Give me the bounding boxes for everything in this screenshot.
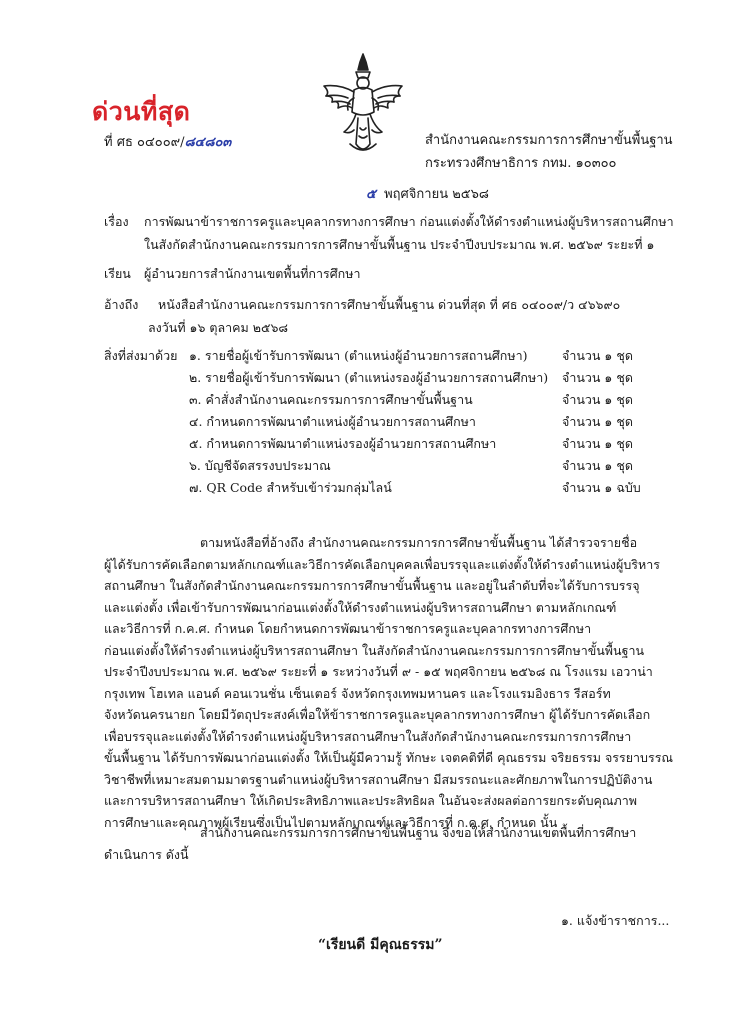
- ref-prefix: ที่ ศธ ๐๔๐๐๙/: [104, 135, 185, 150]
- attachment-qty-2: จำนวน ๑ ชุด: [562, 370, 633, 385]
- attachments-label: สิ่งที่ส่งมาด้วย: [104, 348, 178, 363]
- reference-line-1: หนังสือสำนักงานคณะกรรมการการศึกษาขั้นพื้นฐาน ด่วนที่สุด ที่ ศธ ๐๔๐๐๙/ว ๔๖๖๙๐: [158, 297, 621, 312]
- document-date: [366, 183, 489, 204]
- attachment-item-7: ๗. QR Code สำหรับเข้าร่วมกลุ่มไลน์: [189, 480, 392, 495]
- attachment-qty-5: จำนวน ๑ ชุด: [562, 436, 633, 451]
- ref-number-handwritten: ๘๔๘๐๓: [184, 135, 232, 150]
- attachment-item-2: ๒. รายชื่อผู้เข้ารับการพัฒนา (ตำแหน่งรองผู้อำนวยการสถานศึกษา): [189, 370, 549, 385]
- paragraph-line: และการบริหารสถานศึกษา ให้เกิดประสิทธิภาพและประสิทธิผล ในอันจะส่งผลต่อการยกระดับคุณภาพ: [104, 793, 637, 808]
- attachment-qty-4: จำนวน ๑ ชุด: [562, 414, 633, 429]
- paragraph-line: ขั้นพื้นฐาน ได้รับการพัฒนาก่อนแต่งตั้ง ให้เป็นผู้มีความรู้ ทักษะ เจตคติที่ดี คุณธรรม จริยธรรม จรรยาบรรณ: [104, 750, 674, 765]
- paragraph-line: สำนักงานคณะกรรมการการศึกษาขั้นพื้นฐาน จึงขอให้สำนักงานเขตพื้นที่การศึกษา: [200, 825, 637, 840]
- ministry-motto: “เรียนดี มีคุณธรรม”: [318, 937, 443, 953]
- reference-label: อ้างถึง: [104, 297, 139, 312]
- paragraph-line: ก่อนแต่งตั้งให้ดำรงตำแหน่งผู้บริหารสถานศึกษา ในสังกัดสำนักงานคณะกรรมการการศึกษาขั้นพื้นฐาน: [104, 642, 645, 658]
- paragraph-line: กรุงเทพ โฮเทล แอนด์ คอนเวนชั่น เซ็นเตอร์ จังหวัดกรุงเทพมหานคร และโรงแรมอิงธาร รีสอร์ท: [104, 685, 611, 701]
- subject-label: เรื่อง: [104, 214, 129, 229]
- attachment-qty-7: จำนวน ๑ ฉบับ: [562, 480, 641, 495]
- paragraph-line: ผู้ได้รับการคัดเลือกตามหลักเกณฑ์และวิธีการคัดเลือกบุคคลเพื่อบรรจุและแต่งตั้งให้ดำรงตำแหน่งผู้บริหาร: [104, 556, 660, 572]
- date-day-handwritten: ๕: [366, 187, 376, 202]
- paragraph-line: เพื่อบรรจุและแต่งตั้งให้ดำรงตำแหน่งผู้บริหารสถานศึกษาในสังกัดสำนักงานคณะกรรมการการศึกษา: [104, 728, 632, 744]
- attachment-qty-1: จำนวน ๑ ชุด: [562, 348, 633, 363]
- attachment-item-6: ๖. บัญชีจัดสรรงบประมาณ: [189, 458, 331, 473]
- body-paragraph-2: [104, 822, 664, 865]
- attachment-item-1: ๑. รายชื่อผู้เข้ารับการพัฒนา (ตำแหน่งผู้อำนวยการสถานศึกษา): [189, 348, 528, 363]
- subject-line-1: การพัฒนาข้าราชการครูและบุคลากรทางการศึกษา ก่อนแต่งตั้งให้ดำรงตำแหน่งผู้บริหารสถานศึกษา: [144, 214, 674, 229]
- reference-line-2: ลงวันที่ ๑๖ ตุลาคม ๒๕๖๘: [148, 320, 289, 335]
- issuer-line-2: กระทรวงศึกษาธิการ กทม. ๑๐๓๐๐: [425, 156, 617, 171]
- addressee-text: ผู้อำนวยการสำนักงานเขตพื้นที่การศึกษา: [144, 266, 361, 281]
- document-ref: [104, 131, 231, 152]
- addressee-label: เรียน: [104, 266, 131, 281]
- attachment-item-5: ๕. กำหนดการพัฒนาตำแหน่งรองผู้อำนวยการสถานศึกษา: [189, 436, 497, 451]
- paragraph-line: และแต่งตั้ง เพื่อเข้ารับการพัฒนาก่อนแต่งตั้งให้ดำรงตำแหน่งผู้บริหารสถานศึกษา ตามหลักเกณฑ์: [104, 599, 617, 615]
- subject-line-2: ในสังกัดสำนักงานคณะกรรมการการศึกษาขั้นพื้นฐาน ประจำปีงบประมาณ พ.ศ. ๒๕๖๙ ระยะที่ ๑: [144, 237, 655, 252]
- attachment-item-3: ๓. คำสั่งสำนักงานคณะกรรมการการศึกษาขั้นพื้นฐาน: [189, 392, 473, 407]
- continuation-marker: ๑. แจ้งข้าราชการ...: [561, 913, 670, 928]
- paragraph-line: การศึกษาและคุณภาพผู้เรียนซึ่งเป็นไปตามหลักเกณฑ์และวิธีการที่ ก.ค.ศ. กำหนด นั้น: [104, 814, 558, 830]
- date-month-year: พฤศจิกายน ๒๕๖๘: [384, 187, 489, 202]
- paragraph-line: ประจำปีงบประมาณ พ.ศ. ๒๕๖๙ ระยะที่ ๑ ระหว่างวันที่ ๙ - ๑๕ พฤศจิกายน ๒๕๖๘ ณ โรงแรม เอวาน่า: [104, 664, 653, 679]
- paragraph-line: จังหวัดนครนายก โดยมีวัตถุประสงค์เพื่อให้ข้าราชการครูและบุคลากรทางการศึกษา ผู้ได้รับการคัดเลือก: [104, 707, 651, 722]
- body-paragraph-1: [104, 532, 674, 833]
- paragraph-line: ตามหนังสือที่อ้างถึง สำนักงานคณะกรรมการการศึกษาขั้นพื้นฐาน ได้สำรวจรายชื่อ: [200, 535, 638, 550]
- paragraph-line: ดำเนินการ ดังนี้: [104, 846, 189, 862]
- attachment-item-4: ๔. กำหนดการพัฒนาตำแหน่งผู้อำนวยการสถานศึกษา: [189, 414, 476, 429]
- paragraph-line: วิชาชีพที่เหมาะสมตามมาตรฐานตำแหน่งผู้บริหารสถานศึกษา มีสมรรถนะและศักยภาพในการปฏิบัติงาน: [104, 771, 653, 787]
- garuda-emblem-icon: [320, 52, 406, 156]
- attachment-qty-6: จำนวน ๑ ชุด: [562, 458, 633, 473]
- issuer-line-1: สำนักงานคณะกรรมการการศึกษาขั้นพื้นฐาน: [425, 133, 673, 148]
- urgency-label: ด่วนที่สุด: [92, 97, 191, 126]
- paragraph-line: สถานศึกษา ในสังกัดสำนักงานคณะกรรมการการศึกษาขั้นพื้นฐาน และอยู่ในลำดับที่จะได้รับการบรรจุ: [104, 578, 640, 593]
- paragraph-line: และวิธีการที่ ก.ค.ศ. กำหนด โดยกำหนดการพัฒนาข้าราชการครูและบุคลากรทางการศึกษา: [104, 621, 592, 636]
- attachment-qty-3: จำนวน ๑ ชุด: [562, 392, 633, 407]
